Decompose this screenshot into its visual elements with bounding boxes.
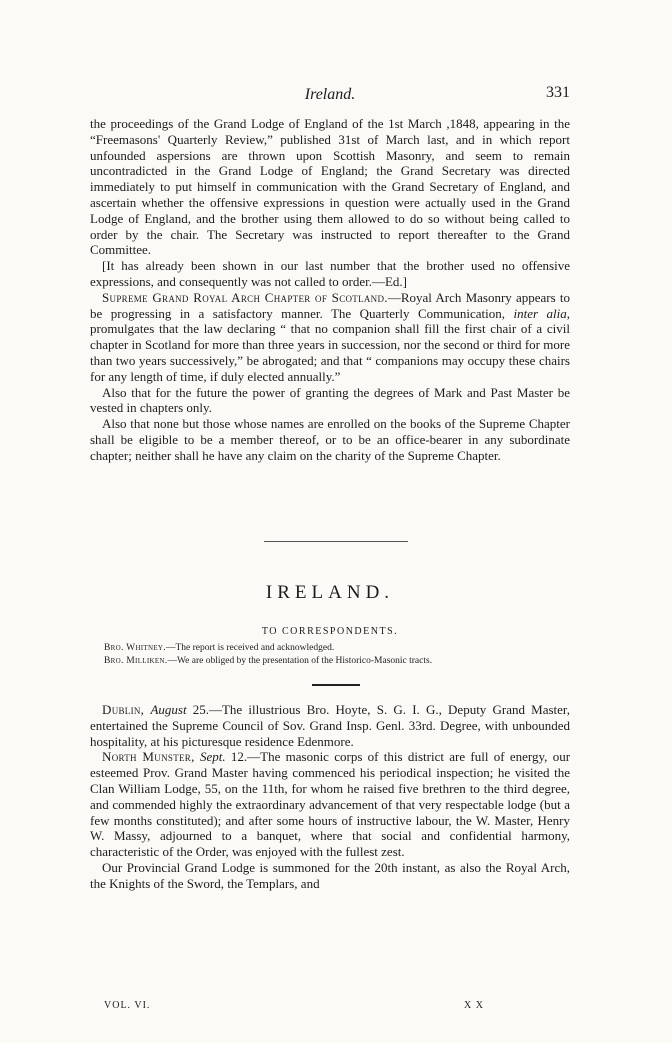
correspondents-heading: TO CORRESPONDENTS.: [261, 626, 399, 637]
dublin-paragraph: [90, 702, 570, 749]
running-title: Ireland.: [304, 86, 356, 103]
correspondent-note: [104, 642, 570, 655]
munster-paragraph: [90, 749, 570, 860]
royal-arch-paragraph: [90, 290, 570, 385]
degrees-paragraph: Also that for the future the power of granting the degrees of Mark and Past Master be vested in chapters only.: [90, 384, 570, 416]
editor-note: [It has already been shown in our last number that the brother used no offensive expressions, and consequently was not called to order.—Ed.]: [90, 258, 570, 289]
correspondent-text: —The report is received and acknowledged.: [165, 643, 335, 653]
munster-date: Sept.: [199, 749, 226, 765]
chapter-text-1: —Royal Arch Masonry appears to be progressing in a satisfactory manner. The Quarterly Communication,: [90, 289, 571, 321]
correspondents-list: [104, 642, 570, 668]
chapter-heading: Supreme Grand Royal Arch Chapter of Scotland.: [102, 289, 388, 305]
munster-place: North Munster,: [102, 749, 195, 765]
dublin-text: 25.—The illustrious Bro. Hoyte, S. G. I. G., Deputy Grand Master, entertained the Supreme Council of Sov. Grand Insp. Genl. 33rd. Degree, with unbounded hospitality, at his picturesque residence Edenmore.: [90, 702, 570, 749]
grand-lodge-paragraph: the proceedings of the Grand Lodge of England of the 1st March ,1848, appearing in the “Freemasons' Quarterly Review,” published 31st of March last, and in which report unfounded aspersions are thrown upon Scottish Masonry, and seem to remain uncontradicted in the Grand Lodge of England; the Grand Secretary was directed immediately to put himself in communication with the Grand Secretary of England, and ascertain whether the offensive expressions in question were actually used in the Grand Lodge of England, and the brother using them allowed to do so without being called to order by the chair. The Secretary was instructed to report thereafter to the Grand Committee.: [90, 116, 570, 258]
correspondent-name: Bro. Milliken.: [104, 656, 168, 666]
munster-text: 12.—The masonic corps of this district are full of energy, our esteemed Prov. Grand Master having commenced his periodical inspection; he visited the Clan William Lodge, 55, on the 11th, for whom he raised five brethren to the third degree, and commended highly the extraordinary advancement of that very respectable lodge (but a few months constituted); and after some hours of instructive labour, the W. Master, Henry W. Massy, adjourned to a banquet, where that social and confidential harmony, characteristic of the Order, was enjoyed with the fullest zest.: [90, 749, 571, 860]
correspondent-text: —We are obliged by the presentation of the Historico-Masonic tracts.: [167, 656, 433, 666]
section-title: IRELAND.: [265, 582, 395, 603]
volume-label: VOL. VI.: [104, 1000, 151, 1011]
correspondent-name: Bro. Whitney.: [104, 643, 166, 653]
enrolled-paragraph: Also that none but those whose names are enrolled on the books of the Supreme Chapter shall be eligible to be a member thereof, or to be an office-bearer in any subordinate chapter; neither shall he have any claim on the charity of the Supreme Chapter.: [90, 416, 570, 463]
scotland-section: [90, 116, 570, 464]
ireland-section: [90, 702, 570, 892]
inter-alia-phrase: inter alia: [513, 305, 567, 321]
signature-mark: X X: [464, 1000, 484, 1011]
chapter-text-2: , promulgates that the law declaring “ that no companion shall fill the first chair of a civil chapter in Scotland for more than three years in succession, nor the second or third for more than two years successively,” be abrogated; and that “ companions may occupy these chairs for any length of time, if duly elected annually.”: [90, 305, 570, 384]
short-divider: [312, 684, 360, 686]
page-footer: [104, 1000, 484, 1014]
correspondent-note: [104, 655, 570, 668]
page-number: 331: [546, 84, 570, 101]
dublin-place: Dublin,: [102, 702, 145, 717]
provincial-paragraph: Our Provincial Grand Lodge is summoned for the 20th instant, as also the Royal Arch, the Knights of the Sword, the Templars, and: [90, 859, 570, 891]
dublin-date: August: [150, 702, 187, 717]
page-header: [90, 84, 570, 108]
section-divider: [264, 541, 408, 542]
